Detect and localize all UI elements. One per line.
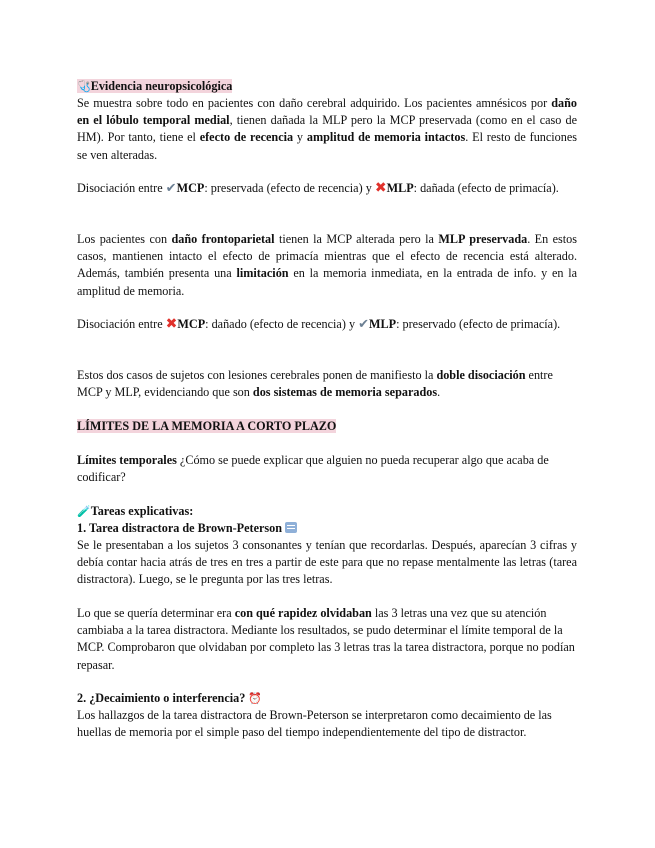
test-tube-icon: 🧪 xyxy=(77,505,91,518)
tarea-1-heading: 1. Tarea distractora de Brown-Peterson xyxy=(77,520,577,537)
limites-heading-text: LÍMITES DE LA MEMORIA A CORTO PLAZO xyxy=(77,419,337,433)
cross-mark-icon: ✖ xyxy=(165,316,178,332)
evidencia-paragraph-3: Estos dos casos de sujetos con lesiones cerebrales ponen de manifiesto la doble disociación entre MCP y MLP, evidenciando que son dos sistemas de memoria separados. xyxy=(77,368,553,400)
limites-temporales: Límites temporales ¿Cómo se puede explicar que alguien no pueda recuperar algo que acaba de codificar? xyxy=(77,453,549,485)
tarea-2-heading: 2. ¿Decaimiento o interferencia? ⏰ xyxy=(77,691,263,705)
check-mark-icon: ✔ xyxy=(358,317,369,332)
disociacion-2: Disociación entre ✖MCP: dañado (efecto de recencia) y ✔MLP: preservado (efecto de primacía). xyxy=(77,316,561,332)
evidencia-heading xyxy=(77,78,577,95)
evidencia-paragraph-2: Los pacientes con daño frontoparietal tienen la MCP alterada pero la MLP preservada. En estos casos, mantienen intacto el efecto de primacía mientras que el efecto de recencia está alterado. Además, también presenta una limitación en la memoria inmediata, en la entrada de info. y en la amplitud de memoria. xyxy=(77,232,578,298)
disociacion-1: Disociación entre ✔MCP: preservada (efecto de recencia) y ✖MLP: dañada (efecto de primacía). xyxy=(77,180,559,196)
tarea-1-paragraph-2: Lo que se quería determinar era con qué rapidez olvidaban las 3 letras una vez que su atención cambiaba a la tarea distractora. Mediante los resultados, se pudo determinar el límite temporal de la MCP. Comprobaron que olvidaban por completo las 3 letras tras la tarea distractora, porque no podían repasar. xyxy=(77,606,575,672)
limites-heading xyxy=(77,418,577,435)
check-mark-icon: ✔ xyxy=(165,181,177,196)
abacus-icon xyxy=(285,522,297,533)
cross-mark-icon: ✖ xyxy=(374,180,387,196)
tarea-2-paragraph-1: Los hallazgos de la tarea distractora de Brown-Peterson se interpretaron como decaimiento de las huellas de memoria por el simple paso del tiempo independientemente del tipo de distractor. xyxy=(77,708,552,740)
alarm-clock-icon: ⏰ xyxy=(248,692,263,705)
evidencia-paragraph-1: Se muestra sobre todo en pacientes con daño cerebral adquirido. Los pacientes amnésicos por daño en el lóbulo temporal medial, tienen dañada la MLP pero la MCP preservada (como en el caso de HM). Por tanto, tiene el efecto de recencia y amplitud de memoria intactos. El resto de funciones se ven alteradas. xyxy=(77,96,578,162)
tarea-1-paragraph-1: Se le presentaban a los sujetos 3 consonantes y tenían que recordarlas. Después, aparecían 3 cifras y debía contar hacia atrás de tres en tres a partir de este para que no repase mentalmente las letras (tarea distractora). Luego, se le pregunta por las tres letras. xyxy=(77,538,577,587)
evidencia-heading-text: Evidencia neuropsicológica xyxy=(90,79,233,93)
stethoscope-icon: 🩺 xyxy=(77,80,91,93)
tareas-heading: 🧪Tareas explicativas: xyxy=(77,504,194,518)
